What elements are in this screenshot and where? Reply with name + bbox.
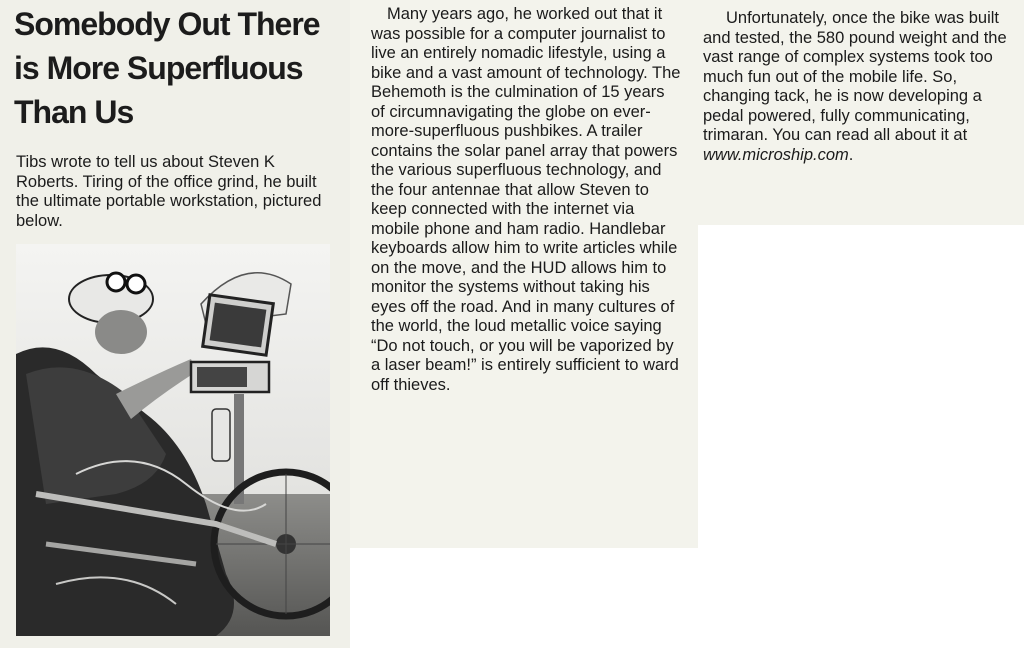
behemoth-bike-photo bbox=[16, 244, 330, 636]
article-intro: Tibs wrote to tell us about Steven K Roberts. Tiring of the office grind, he built the ultimate portable workstation, pictured below. bbox=[16, 153, 322, 230]
article-paragraph-2 bbox=[703, 9, 1019, 165]
paragraph-2-text: Unfortunately, once the bike was built and tested, the 580 pound weight and the vast range of complex systems took too much fun out of the mobile life. So, changing tack, he is now developing a pedal powered, fully communicating, trimaran. You can read all about it at bbox=[703, 9, 1007, 144]
article-headline: Somebody Out There is More Superfluous Than Us bbox=[14, 6, 320, 130]
column-left bbox=[0, 0, 350, 648]
column-right bbox=[698, 0, 1024, 225]
article-paragraph-1: Many years ago, he worked out that it was possible for a computer journalist to live an entirely nomadic lifestyle, using a bike and a vast amount of technology. The Behemoth is the culmination of 15 years of circumnavigating the globe on ever-more-superfluous pushbikes. A trailer contains the solar panel array that powers the various superfluous technology, and the four antennae that allow Steven to keep connected with the internet via mobile phone and ham radio. Handlebar keyboards allow him to write articles while on the move, and the HUD allows him to monitor the systems without taking his eyes off the road. And in many cultures of the world, the loud metallic voice saying “Do not touch, or you will be vaporized by a laser beam!” is entirely sufficient to ward off thieves. bbox=[371, 5, 681, 394]
paragraph-2-end: . bbox=[848, 145, 854, 164]
microship-url: www.microship.com bbox=[703, 145, 849, 164]
column-middle bbox=[350, 0, 698, 548]
